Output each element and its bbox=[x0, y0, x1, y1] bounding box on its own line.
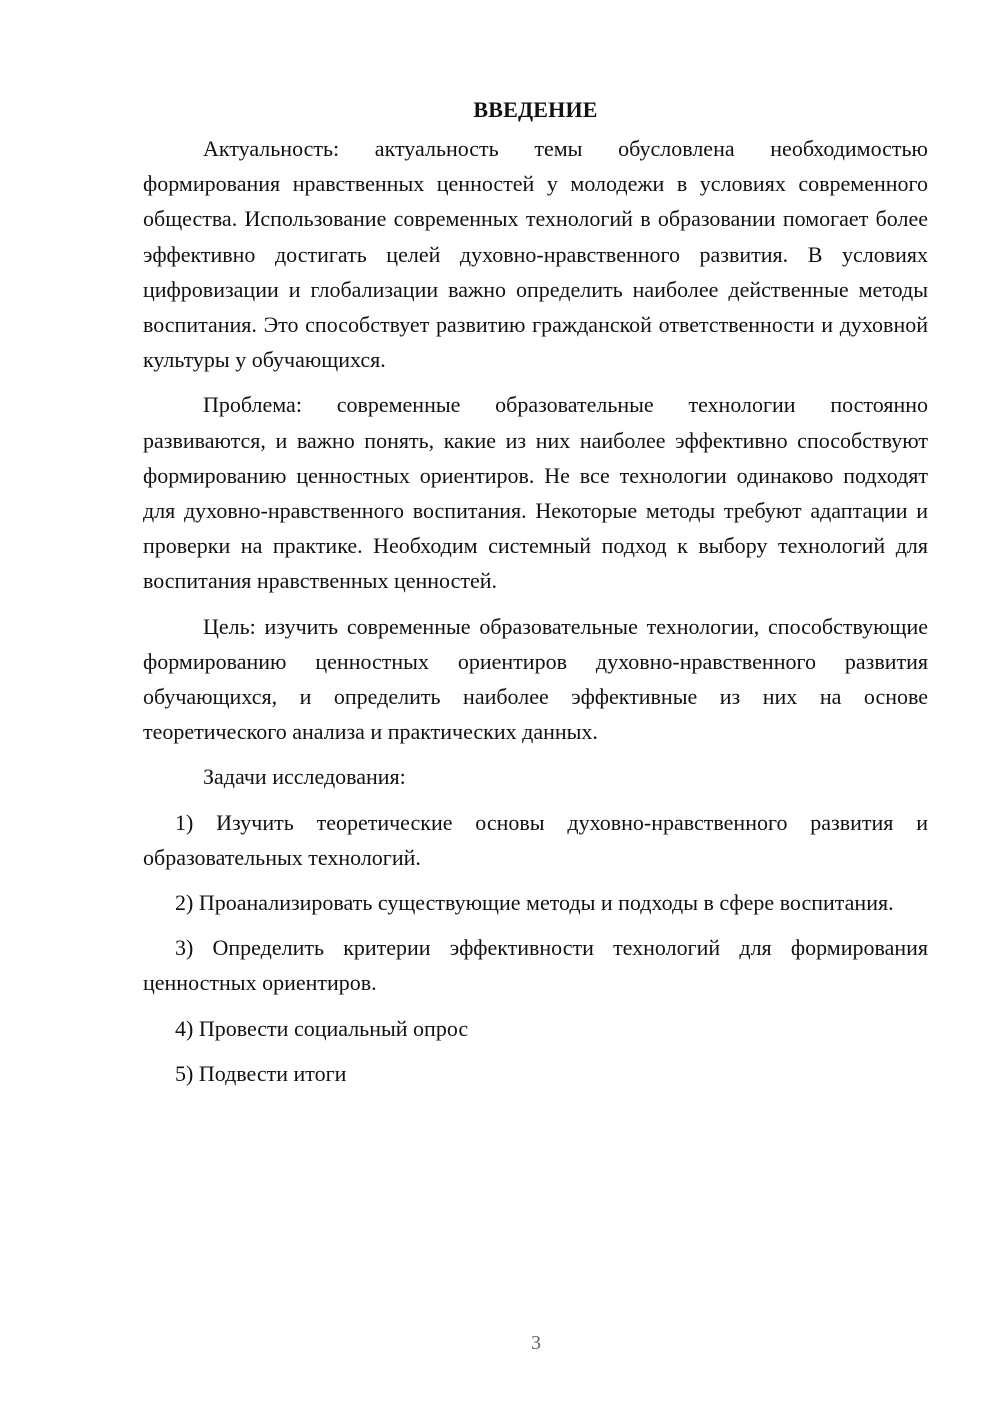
relevance-paragraph: Актуальность: актуальность темы обусловлена необходимостью формирования нравственных ценностей у молодежи в условиях современного общества. Использование современных технологий в образовании помогает более эффективно достигать целей духовно-нравственного развития. В условиях цифровизации и глобализации важно определить наиболее действенные методы воспитания. Это способствует развитию гражданской ответственности и духовной культуры у обучающихся. bbox=[143, 136, 928, 373]
page-content bbox=[143, 95, 928, 1101]
task-item-4: 4) Провести социальный опрос bbox=[175, 1015, 469, 1041]
task-item-1: 1) Изучить теоретические основы духовно-нравственного развития и образовательных технологий. bbox=[143, 809, 928, 870]
task-item-2: 2) Проанализировать существующие методы и подходы в сфере воспитания. bbox=[175, 890, 894, 916]
tasks-heading: Задачи исследования: bbox=[203, 764, 406, 790]
section-title: ВВЕДЕНИЕ bbox=[473, 97, 598, 122]
goal-paragraph: Цель: изучить современные образовательные технологии, способствующие формированию ценностных ориентиров духовно-нравственного развития обучающихся, и определить наиболее эффективные из них на основе теоретического анализа и практических данных. bbox=[143, 613, 928, 745]
problem-paragraph: Проблема: современные образовательные технологии постоянно развиваются, и важно понять, какие из них наиболее эффективно способствуют формированию ценностных ориентиров. Не все технологии одинаково подходят для духовно-нравственного воспитания. Некоторые методы требуют адаптации и проверки на практике. Необходим системный подход к выбору технологий для воспитания нравственных ценностей. bbox=[143, 392, 928, 594]
page-number: 3 bbox=[531, 1332, 541, 1354]
task-item-3: 3) Определить критерии эффективности технологий для формирования ценностных ориентиров. bbox=[143, 935, 928, 996]
task-item-5: 5) Подвести итоги bbox=[175, 1060, 347, 1086]
